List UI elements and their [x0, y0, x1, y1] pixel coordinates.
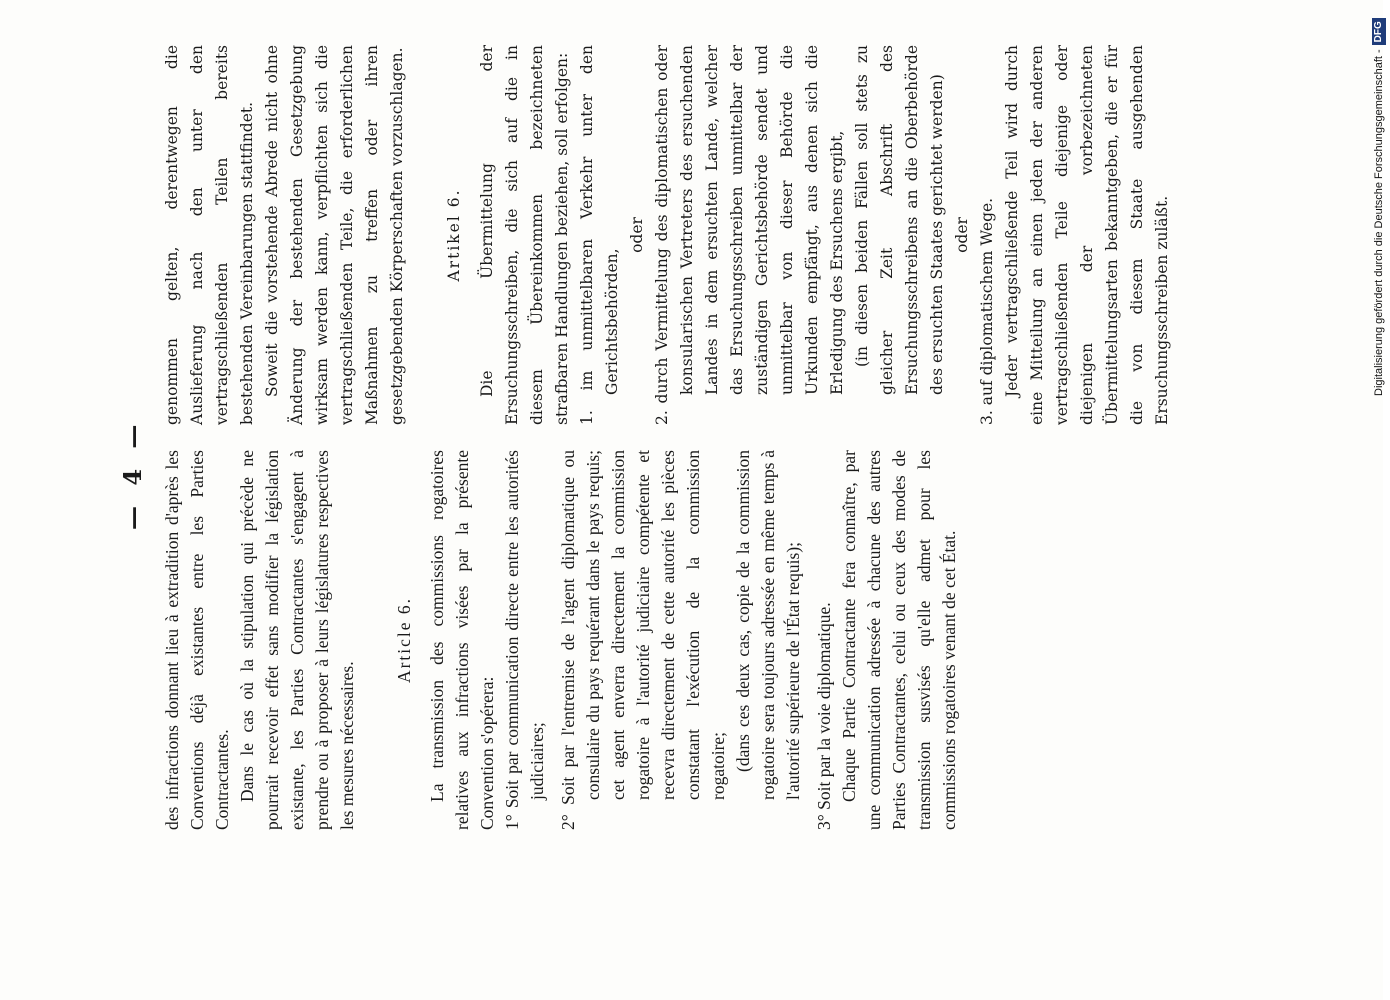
de-oder-2: oder	[953, 217, 971, 253]
fr-item-3: 3° Soit par la voie diplomatique.	[814, 602, 834, 830]
fr-paragraph-1: des infractions donnant lieu à extradition d'après les Conventions déjà existantes entre les Parties Contractantes.	[162, 450, 232, 830]
de-article-heading: Artikel 6.	[445, 188, 463, 282]
german-column	[160, 45, 1175, 425]
french-column	[160, 450, 962, 830]
de-item-2-note: (in diesen beiden Fällen soll stets zu gleicher Zeit Abschrift des Ersuchungsschreibens an die Oberbehörde des ersuchten Staates gerichtet werden)	[853, 45, 946, 395]
page-number: — 4 —	[118, 418, 147, 530]
de-intro: Die Übermittelung der Ersuchungsschreiben, die sich auf die in diesem Übereinkommen bezeichneten strafbaren Handlungen beziehen, soll erfolgen:	[478, 45, 571, 425]
de-item-1: 1. im unmittelbaren Verkehr unter den Gerichtsbehörden,	[578, 45, 621, 425]
de-closing: Jeder vertragschließende Teil wird durch eine Mitteilung an einen jeden der anderen vertragschließenden Teile diejenige oder diejenigen der vorbezeichneten Übermittelungsarten bekanntgeben, die er für die von diesem Staate ausgehenden Ersuchungsschreiben zuläßt.	[1003, 45, 1171, 425]
de-item-2: 2. durch Vermittelung des diplomatischen oder konsularischen Vertreters des ersuchenden Landes in dem ersuchten Lande, welcher das Ersuchungsschreiben unmittelbar der zuständigen Gerichtsbehörde sendet und unmittelbar von dieser Behörde die Urkunden empfängt, aus denen sich die Erledigung des Ersuchens ergibt,	[653, 45, 846, 425]
de-oder-1: oder	[628, 217, 646, 253]
fr-item-2: 2° Soit par l'entremise de l'agent diplomatique ou consulaire du pays requérant dans le pays requis; cet agent enverra directement la commission rogatoire à l'autorité judiciaire compétente et recevra directement de cette autorité les pièces constatant l'exécution de la commission rogatoire;	[558, 450, 728, 830]
fr-item-2-note: (dans ces deux cas, copie de la commission rogatoire sera toujours adressée en même temps à l'autorité supérieure de l'État requis);	[733, 450, 803, 800]
fr-item-1: 1° Soit par communication directe entre les autorités judiciaires;	[502, 450, 547, 830]
de-paragraph-1: genommen gelten, derentwegen die Auslieferung nach den unter den vertragschließenden Teilen bereits bestehenden Vereinbarungen stattfindet.	[163, 45, 256, 425]
digitization-credit	[1368, 6, 1390, 396]
fr-closing: Chaque Partie Contractante fera connaître, par une communication adressée à chacune des autres Parties Contractantes, celui ou ceux des modes de transmission susvisés qu'elle admet pour les commissions rogatoires venant de cet État.	[839, 450, 959, 830]
de-paragraph-2: Soweit die vorstehende Abrede nicht ohne Änderung der bestehenden Gesetzgebung wirksam werden kann, verpflichten sich die vertragschließenden Teile, die erforderlichen Maßnahmen zu treffen oder ihren gesetzgebenden Körperschaften vorzuschlagen.	[263, 45, 406, 425]
digitization-credit-text: Digitalisierung gefördert durch die Deutsche Forschungsgemeinschaft -	[1373, 49, 1385, 396]
dfg-logo: DFG	[1372, 18, 1386, 45]
fr-article-heading: Article 6.	[394, 596, 414, 684]
de-item-3: 3. auf diplomatischem Wege.	[978, 197, 996, 425]
fr-intro: La transmission des commissions rogatoires relatives aux infractions visées par la présente Convention s'opérera:	[427, 450, 497, 830]
fr-paragraph-2: Dans le cas où la stipulation qui précède ne pourrait recevoir effet sans modifier la législation existante, les Parties Contractantes s'engagent à prendre ou à proposer à leurs législatures respectives les mesures nécessaires.	[237, 450, 357, 830]
